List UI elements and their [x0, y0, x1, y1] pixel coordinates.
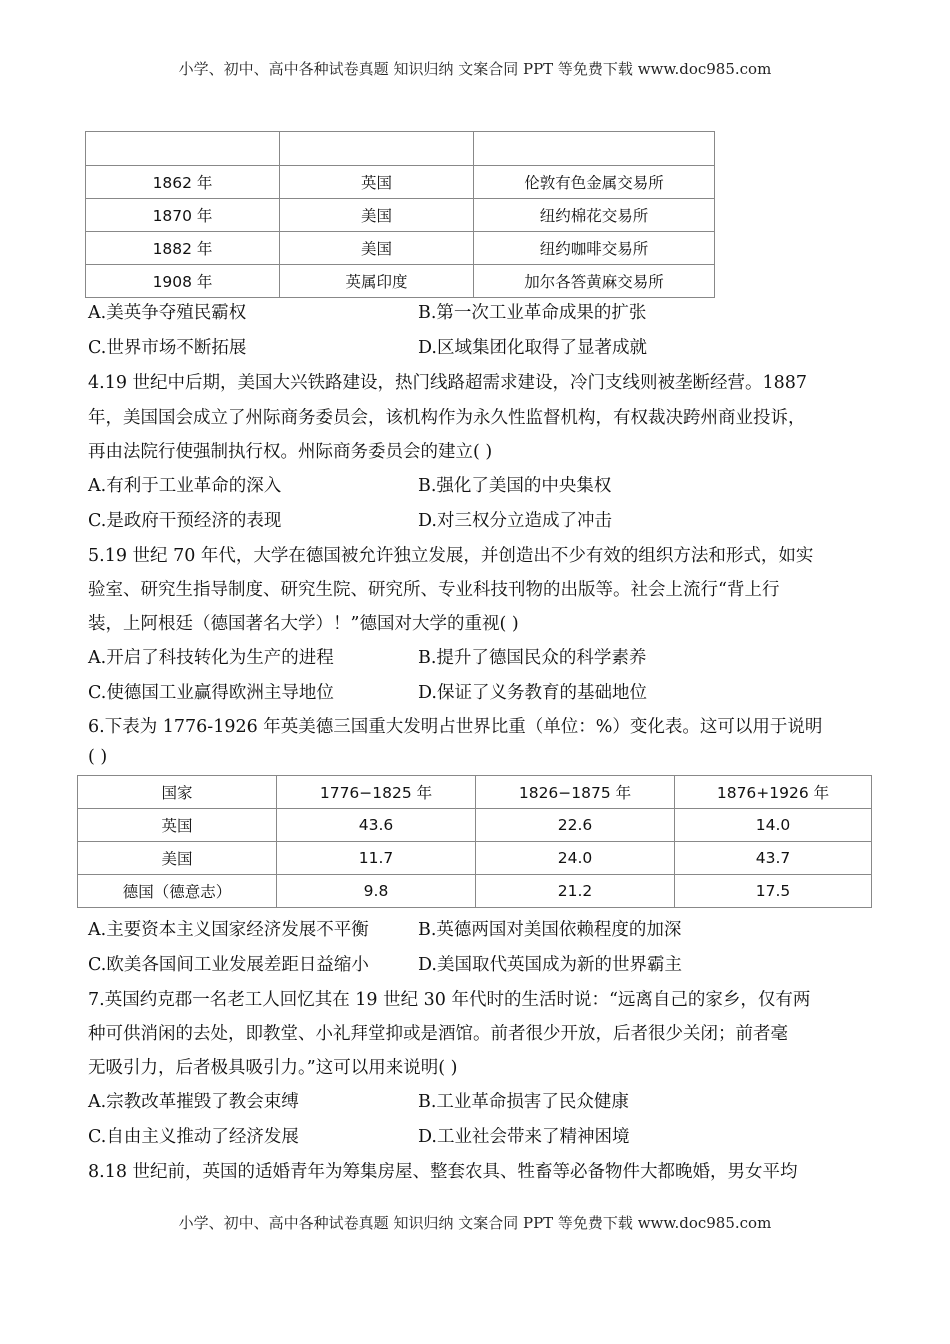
table-header-row — [78, 776, 872, 809]
table-row — [86, 132, 715, 166]
q4-option-d: D.对三权分立造成了冲击 — [418, 511, 612, 531]
table-row — [78, 809, 872, 842]
q4-stem-line: 年，美国国会成立了州际商务委员会，该机构作为永久性监督机构，有权裁决跨州商业投诉， — [88, 408, 806, 428]
table-cell: 43.7 — [675, 842, 872, 875]
table-row — [78, 842, 872, 875]
table-cell: 1862 年 — [86, 166, 280, 199]
table-cell: 21.2 — [476, 875, 675, 908]
table-cell: 美国 — [78, 842, 277, 875]
q6-option-a: A.主要资本主义国家经济发展不平衡 — [88, 920, 369, 940]
table-header-cell: 1826−1875 年 — [476, 776, 675, 809]
table-cell: 14.0 — [675, 809, 872, 842]
q5-option-d: D.保证了义务教育的基础地位 — [418, 683, 647, 703]
q7-stem-line: 无吸引力，后者极具吸引力。”这可以用来说明( ) — [88, 1058, 458, 1078]
q4-stem-line: 4.19 世纪中后期，美国大兴铁路建设，热门线路超需求建设，冷门支线则被垄断经营。1887 — [88, 373, 808, 393]
q5-option-c: C.使德国工业赢得欧洲主导地位 — [88, 683, 334, 703]
q4-option-c: C.是政府干预经济的表现 — [88, 511, 282, 531]
table-cell: 英国 — [280, 166, 474, 199]
q6-stem-line: ( ) — [88, 747, 108, 767]
table-cell: 1908 年 — [86, 265, 280, 298]
table-row — [86, 232, 715, 265]
table-cell: 纽约棉花交易所 — [474, 199, 715, 232]
table-cell: 美国 — [280, 232, 474, 265]
q4-stem-line: 再由法院行使强制执行权。州际商务委员会的建立( ) — [88, 442, 493, 462]
table-cell: 伦敦有色金属交易所 — [474, 166, 715, 199]
table-cell: 22.6 — [476, 809, 675, 842]
q6-option-b: B.英德两国对美国依赖程度的加深 — [418, 920, 682, 940]
q6-stem-line: 6.下表为 1776-1926 年英美德三国重大发明占世界比重（单位：%）变化表。这可以用于说明 — [88, 717, 823, 737]
table-cell: 43.6 — [277, 809, 476, 842]
table-cell: 9.8 — [277, 875, 476, 908]
table-cell: 11.7 — [277, 842, 476, 875]
q7-option-b: B.工业革命损害了民众健康 — [418, 1092, 629, 1112]
header-banner: 小学、初中、高中各种试卷真题 知识归纳 文案合同 PPT 等免费下载 www.doc985.com — [178, 60, 772, 78]
q5-option-b: B.提升了德国民众的科学素养 — [418, 648, 647, 668]
table-cell — [280, 132, 474, 166]
q3-option-d: D.区域集团化取得了显著成就 — [418, 338, 647, 358]
table-row — [86, 166, 715, 199]
table-cell — [86, 132, 280, 166]
q4-option-b: B.强化了美国的中央集权 — [418, 476, 612, 496]
table-row — [86, 265, 715, 298]
table-cell: 德国（德意志） — [78, 875, 277, 908]
table-cell: 加尔各答黄麻交易所 — [474, 265, 715, 298]
q5-option-a: A.开启了科技转化为生产的进程 — [88, 648, 334, 668]
q5-stem-line: 验室、研究生指导制度、研究生院、研究所、专业科技刊物的出版等。社会上流行“背上行 — [88, 580, 780, 600]
q8-stem-line: 8.18 世纪前，英国的适婚青年为筹集房屋、整套农具、牲畜等必备物件大都晚婚，男女平均 — [88, 1162, 798, 1182]
table-cell: 1882 年 — [86, 232, 280, 265]
table-cell: 英属印度 — [280, 265, 474, 298]
table-cell: 美国 — [280, 199, 474, 232]
table-row — [86, 199, 715, 232]
table-row — [78, 875, 872, 908]
q4-option-a: A.有利于工业革命的深入 — [88, 476, 282, 496]
table-header-cell: 国家 — [78, 776, 277, 809]
q7-option-a: A.宗教改革摧毁了教会束缚 — [88, 1092, 299, 1112]
table-cell: 纽约咖啡交易所 — [474, 232, 715, 265]
q3-option-c: C.世界市场不断拓展 — [88, 338, 247, 358]
q7-stem-line: 7.英国约克郡一名老工人回忆其在 19 世纪 30 年代时的生活时说：“远离自己的家乡，仅有两 — [88, 990, 811, 1010]
table-cell — [474, 132, 715, 166]
table-header-cell: 1876+1926 年 — [675, 776, 872, 809]
q6-option-c: C.欧美各国间工业发展差距日益缩小 — [88, 955, 369, 975]
footer-banner: 小学、初中、高中各种试卷真题 知识归纳 文案合同 PPT 等免费下载 www.doc985.com — [178, 1214, 772, 1232]
table-cell: 17.5 — [675, 875, 872, 908]
table-header-cell: 1776−1825 年 — [277, 776, 476, 809]
q5-stem-line: 5.19 世纪 70 年代，大学在德国被允许独立发展，并创造出不少有效的组织方法和形式，如实 — [88, 546, 814, 566]
q5-stem-line: 装，上阿根廷（德国著名大学）！”德国对大学的重视( ) — [88, 614, 519, 634]
q6-option-d: D.美国取代英国成为新的世界霸主 — [418, 955, 682, 975]
q7-option-d: D.工业社会带来了精神困境 — [418, 1127, 630, 1147]
q3-option-a: A.美英争夺殖民霸权 — [88, 303, 247, 323]
q7-stem-line: 种可供消闲的去处，即教堂、小礼拜堂抑或是酒馆。前者很少开放，后者很少关闭；前者毫 — [88, 1024, 788, 1044]
invention-share-table — [77, 775, 872, 908]
q3-option-b: B.第一次工业革命成果的扩张 — [418, 303, 647, 323]
table-cell: 24.0 — [476, 842, 675, 875]
table-cell: 1870 年 — [86, 199, 280, 232]
q7-option-c: C.自由主义推动了经济发展 — [88, 1127, 299, 1147]
exchange-table — [85, 131, 715, 298]
table-cell: 英国 — [78, 809, 277, 842]
